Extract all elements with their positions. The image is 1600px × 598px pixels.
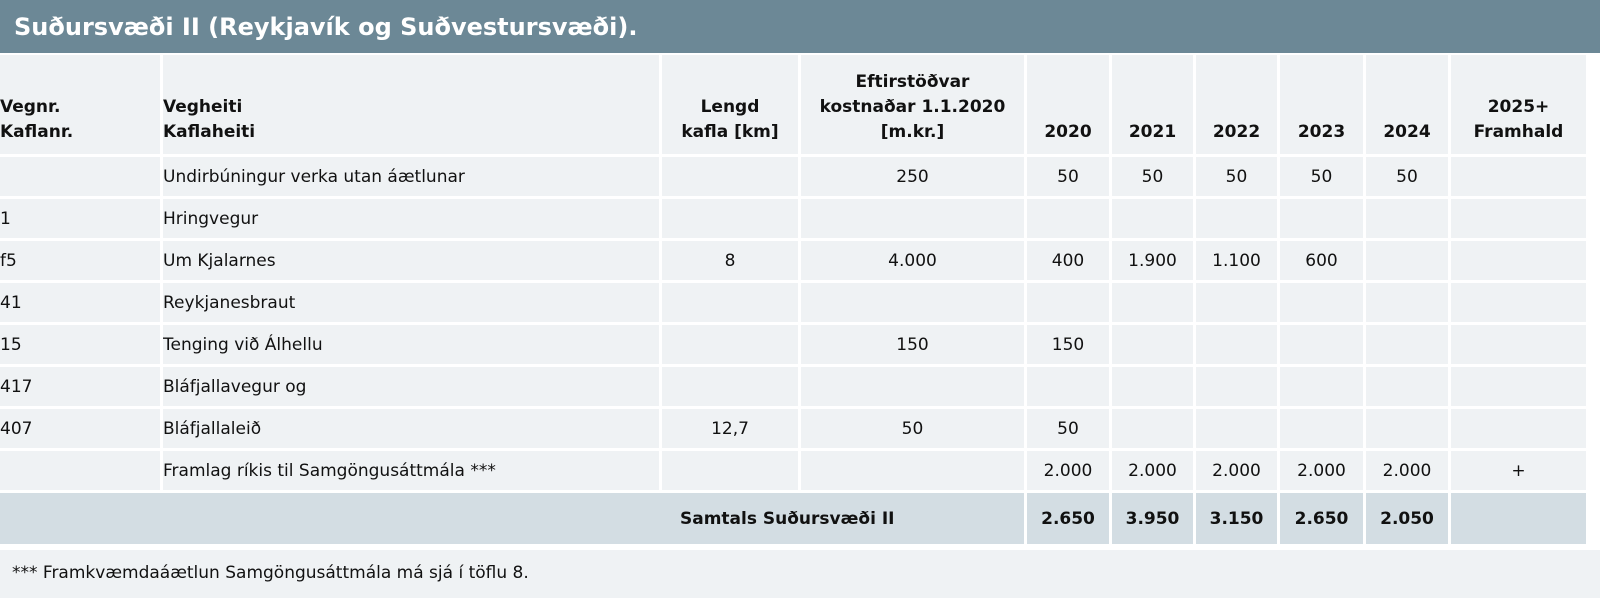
header-lengd-line1: Lengd — [700, 97, 760, 117]
header-vegheiti-line1: Vegheiti — [163, 97, 243, 117]
cell-2023: 600 — [1280, 241, 1363, 283]
cell-eftirstodvar — [801, 199, 1024, 241]
table-title: Suðursvæði II (Reykjavík og Suðvestursvæði). — [0, 0, 1600, 53]
total-2023: 2.650 — [1280, 493, 1363, 547]
table-row — [0, 283, 1586, 325]
table-row — [0, 367, 1586, 409]
header-eftirstodvar-line3: [m.kr.] — [880, 122, 945, 142]
header-2020: 2020 — [1027, 55, 1109, 157]
cell-2023: 50 — [1280, 157, 1363, 199]
cell-kaflaheiti: Um Kjalarnes — [163, 241, 659, 283]
header-2024: 2024 — [1366, 55, 1448, 157]
cell-vegheiti: Framlag ríkis til Samgöngusáttmála *** — [163, 451, 659, 493]
header-eftirstodvar-line2: kostnaðar 1.1.2020 — [819, 97, 1006, 117]
cell-eftirstodvar: 50 — [801, 409, 1024, 451]
total-label: Samtals Suðursvæði II — [0, 493, 1024, 547]
cell-2020: 150 — [1027, 325, 1109, 367]
cell-vegnr — [0, 157, 160, 199]
header-eftirstodvar-line1: Eftirstöðvar — [855, 72, 970, 92]
cell-2022: 50 — [1196, 157, 1277, 199]
cell-2021: 1.900 — [1112, 241, 1193, 283]
header-framhald-line1: 2025+ — [1487, 97, 1550, 117]
cell-framhald — [1451, 409, 1586, 451]
cell-vegheiti: Bláfjallavegur og — [163, 367, 659, 409]
cell-2022 — [1196, 283, 1277, 325]
cell-framhald — [1451, 199, 1586, 241]
cell-framhald — [1451, 241, 1586, 283]
cell-2022 — [1196, 367, 1277, 409]
cell-2022 — [1196, 199, 1277, 241]
cell-kaflanr: f5 — [0, 241, 160, 283]
cell-2020 — [1027, 199, 1109, 241]
cell-vegnr: 417 — [0, 367, 160, 409]
cell-2021 — [1112, 325, 1193, 367]
table-row — [0, 409, 1586, 451]
cell-eftirstodvar — [801, 367, 1024, 409]
cell-framhald — [1451, 367, 1586, 409]
cell-2023 — [1280, 367, 1363, 409]
cell-vegnr: 1 — [0, 199, 160, 241]
total-2024: 2.050 — [1366, 493, 1448, 547]
cell-2024 — [1366, 367, 1448, 409]
total-framhald — [1451, 493, 1586, 547]
cell-framhald — [1451, 325, 1586, 367]
cell-lengd — [662, 451, 798, 493]
cell-framhald — [1451, 283, 1586, 325]
cell-2020: 2.000 — [1027, 451, 1109, 493]
cell-vegnr — [0, 451, 160, 493]
cell-kaflanr: 15 — [0, 325, 160, 367]
cell-2020 — [1027, 283, 1109, 325]
cell-2022 — [1196, 325, 1277, 367]
cell-lengd — [662, 157, 798, 199]
cell-eftirstodvar — [801, 283, 1024, 325]
cell-2021 — [1112, 283, 1193, 325]
cell-vegheiti: Hringvegur — [163, 199, 659, 241]
cell-lengd — [662, 325, 798, 367]
cell-eftirstodvar: 150 — [801, 325, 1024, 367]
cell-lengd — [662, 283, 798, 325]
header-2021: 2021 — [1112, 55, 1193, 157]
table-row — [0, 199, 1586, 241]
cell-2024: 2.000 — [1366, 451, 1448, 493]
cell-2020: 400 — [1027, 241, 1109, 283]
cell-vegnr: 41 — [0, 283, 160, 325]
cell-2022: 2.000 — [1196, 451, 1277, 493]
cell-eftirstodvar: 4.000 — [801, 241, 1024, 283]
cell-2024 — [1366, 409, 1448, 451]
cell-vegnr: 407 — [0, 409, 160, 451]
cell-2020 — [1027, 367, 1109, 409]
total-2021: 3.950 — [1112, 493, 1193, 547]
header-row — [0, 55, 1586, 157]
cell-lengd — [662, 199, 798, 241]
header-vegheiti-line2: Kaflaheiti — [163, 122, 256, 142]
header-vegheiti — [163, 55, 659, 157]
cell-lengd — [662, 367, 798, 409]
header-lengd-line2: kafla [km] — [681, 122, 779, 142]
cell-framhald: + — [1451, 451, 1586, 493]
cell-2023: 2.000 — [1280, 451, 1363, 493]
header-vegnr — [0, 55, 160, 157]
cell-eftirstodvar: 250 — [801, 157, 1024, 199]
total-2022: 3.150 — [1196, 493, 1277, 547]
header-2023: 2023 — [1280, 55, 1363, 157]
cell-2024 — [1366, 325, 1448, 367]
header-eftirstodvar — [801, 55, 1024, 157]
cell-2024 — [1366, 199, 1448, 241]
cell-2021: 2.000 — [1112, 451, 1193, 493]
header-vegnr-line1: Vegnr. — [0, 97, 61, 117]
table-row — [0, 451, 1586, 493]
cell-2021 — [1112, 199, 1193, 241]
cell-framhald — [1451, 157, 1586, 199]
table-row — [0, 157, 1586, 199]
total-2020: 2.650 — [1027, 493, 1109, 547]
cell-2022 — [1196, 409, 1277, 451]
cell-vegheiti: Bláfjallaleið — [163, 409, 659, 451]
cell-vegheiti: Undirbúningur verka utan áætlunar — [163, 157, 659, 199]
cell-2023 — [1280, 409, 1363, 451]
cell-2021: 50 — [1112, 157, 1193, 199]
cell-2023 — [1280, 283, 1363, 325]
cell-2020: 50 — [1027, 409, 1109, 451]
cell-2020: 50 — [1027, 157, 1109, 199]
header-framhald — [1451, 55, 1586, 157]
cell-2023 — [1280, 199, 1363, 241]
header-lengd — [662, 55, 798, 157]
cell-lengd: 8 — [662, 241, 798, 283]
cell-kaflaheiti: Tenging við Álhellu — [163, 325, 659, 367]
table-row — [0, 241, 1586, 283]
budget-table — [0, 55, 1589, 547]
cell-2023 — [1280, 325, 1363, 367]
cell-2024: 50 — [1366, 157, 1448, 199]
cell-lengd: 12,7 — [662, 409, 798, 451]
total-row — [0, 493, 1586, 547]
table-row — [0, 325, 1586, 367]
footnote: *** Framkvæmdaáætlun Samgöngusáttmála má sjá í töflu 8. — [0, 550, 1600, 598]
header-framhald-line2: Framhald — [1473, 122, 1564, 142]
cell-eftirstodvar — [801, 451, 1024, 493]
cell-2022: 1.100 — [1196, 241, 1277, 283]
header-2022: 2022 — [1196, 55, 1277, 157]
cell-2021 — [1112, 409, 1193, 451]
header-vegnr-line2: Kaflanr. — [0, 122, 74, 142]
cell-2024 — [1366, 283, 1448, 325]
cell-2024 — [1366, 241, 1448, 283]
cell-vegheiti: Reykjanesbraut — [163, 283, 659, 325]
cell-2021 — [1112, 367, 1193, 409]
